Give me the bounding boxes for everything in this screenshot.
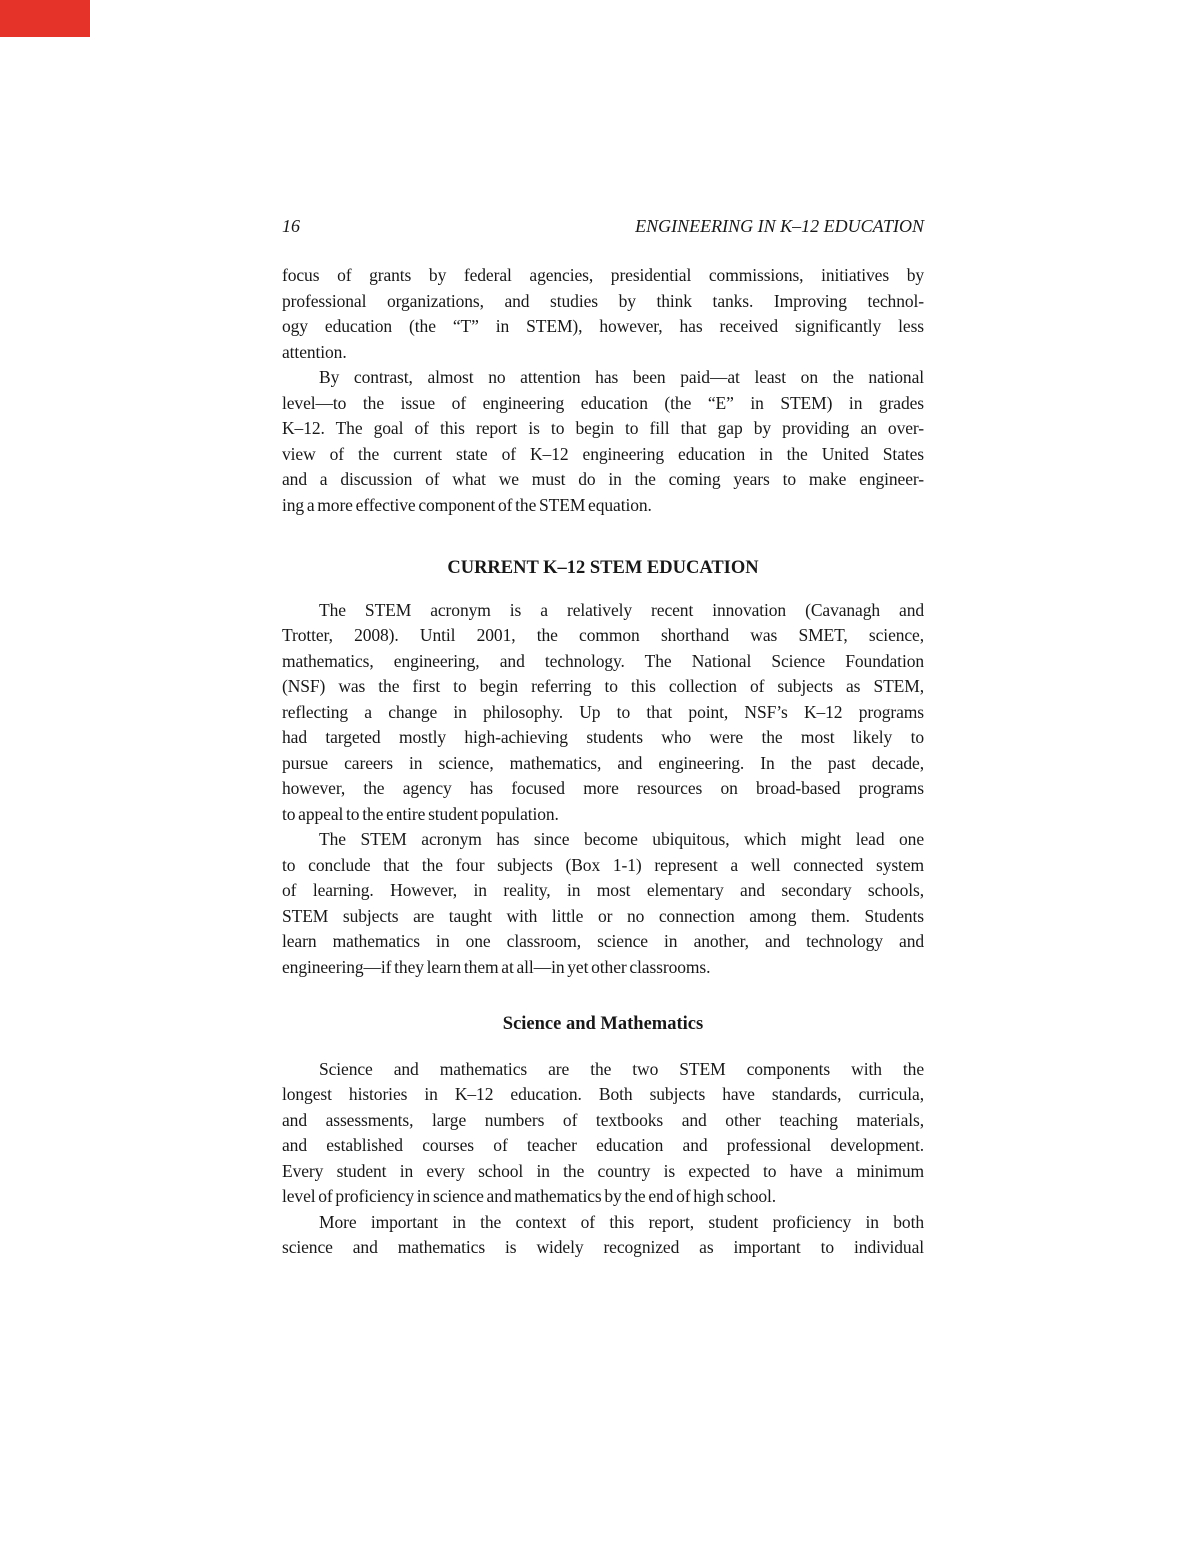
text-line: (NSF) was the first to begin referring to this collection of subjects as STEM, (282, 676, 924, 696)
text-line: pursue careers in science, mathematics, and engineering. In the past decade, (282, 752, 924, 773)
text-line: The STEM acronym is a relatively recent innovation (Cavanagh and (319, 599, 924, 620)
text-line: longest histories in K–12 education. Both subjects have standards, curricula, (282, 1084, 924, 1104)
text-line: and a discussion of what we must do in the coming years to make engineer- (282, 469, 924, 489)
text-line: focus of grants by federal agencies, presidential commissions, initiatives by (282, 265, 924, 285)
text-line: learn mathematics in one classroom, science in another, and technology and (282, 931, 924, 951)
text-line: Every student in every school in the country is expected to have a minimum (282, 1160, 924, 1181)
text-line: ogy education (the “T” in STEM), however, has received significantly less (282, 316, 924, 336)
text-line: level—to the issue of engineering education (the “E” in STEM) in grades (282, 392, 924, 413)
text-line: had targeted mostly high-achieving students who were the most likely to (282, 727, 924, 747)
running-header (282, 213, 924, 239)
section-heading: CURRENT K–12 STEM EDUCATION (447, 558, 759, 578)
text-line: reflecting a change in philosophy. Up to that point, NSF’s K–12 programs (282, 701, 924, 722)
text-line: The STEM acronym has since become ubiquitous, which might lead one (319, 829, 924, 849)
text-line: More important in the context of this report, student proficiency in both (319, 1211, 924, 1232)
text-line: STEM subjects are taught with little or no connection among them. Students (282, 905, 924, 926)
text-line: of learning. However, in reality, in most elementary and secondary schools, (282, 880, 924, 900)
text-line: to conclude that the four subjects (Box 1-1) represent a well connected system (282, 854, 924, 875)
text-line: mathematics, engineering, and technology. The National Science Foundation (282, 650, 924, 671)
corner-marker (0, 0, 90, 37)
text-line: view of the current state of K–12 engineering education in the United States (282, 443, 924, 464)
text-line: and established courses of teacher education and professional development. (282, 1135, 924, 1155)
text-line: By contrast, almost no attention has been paid—at least on the national (319, 367, 924, 387)
text-line: and assessments, large numbers of textbooks and other teaching materials, (282, 1109, 924, 1130)
text-line: science and mathematics is widely recognized as important to individual (282, 1237, 924, 1257)
running-title: ENGINEERING IN K–12 EDUCATION (635, 216, 924, 236)
text-line: attention. (282, 341, 347, 362)
text-line: however, the agency has focused more resources on broad-based programs (282, 778, 924, 798)
text-line: ing a more effective component of the STEM equation. (282, 494, 652, 515)
body-text (282, 263, 924, 1261)
text-line: Science and mathematics are the two STEM components with the (319, 1058, 924, 1079)
text-line: engineering—if they learn them at all—in yet other classrooms. (282, 956, 711, 977)
text-line: K–12. The goal of this report is to begin to fill that gap by providing an over- (282, 418, 924, 438)
text-line: to appeal to the entire student population. (282, 803, 559, 824)
text-line: level of proficiency in science and mathematics by the end of high school. (282, 1186, 777, 1206)
subsection-heading: Science and Mathematics (502, 1014, 704, 1034)
text-line: Trotter, 2008). Until 2001, the common shorthand was SMET, science, (282, 625, 924, 645)
page-number: 16 (282, 216, 300, 236)
text-line: professional organizations, and studies by think tanks. Improving technol- (282, 290, 924, 311)
